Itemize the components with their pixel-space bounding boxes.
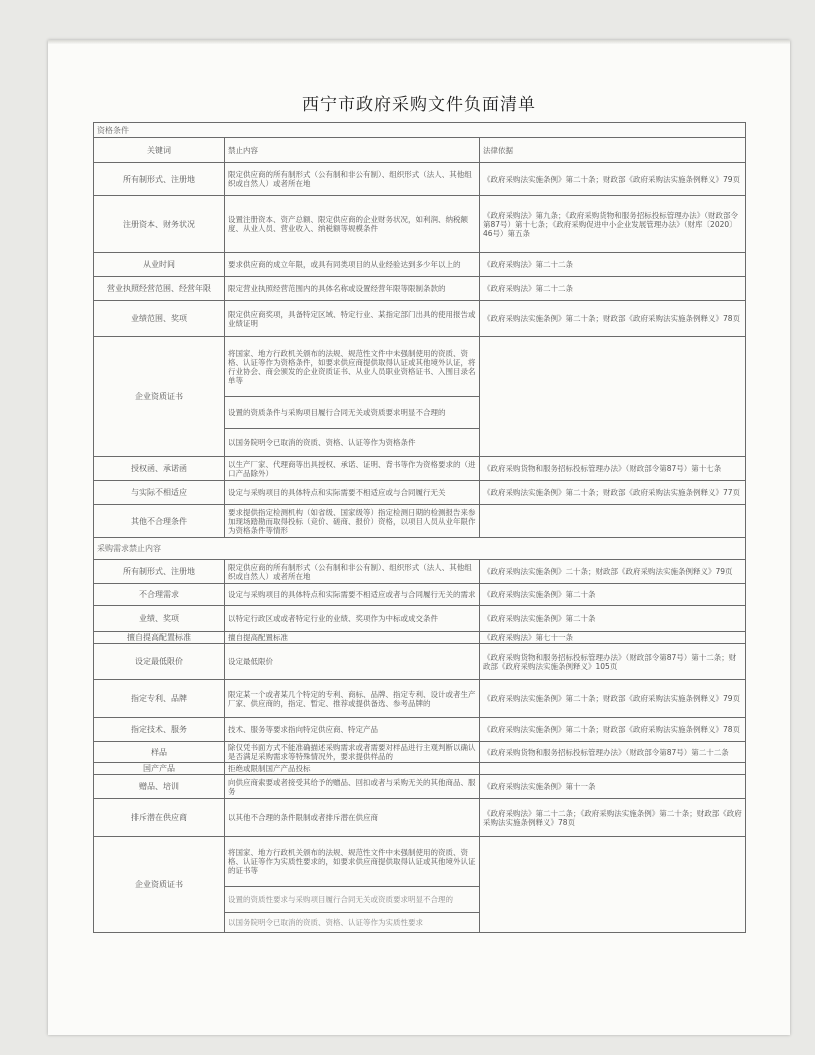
table-row xyxy=(94,457,746,481)
row-keyword: 样品 xyxy=(94,742,225,763)
row-content: 限定营业执照经营范围内的具体名称或设置经营年限等限制条款的 xyxy=(225,277,480,301)
row-law: 《政府采购法》第二十二条 xyxy=(480,253,746,277)
row-law: 《政府采购法实施条例》第二十条 xyxy=(480,606,746,632)
row-keyword: 业绩范围、奖项 xyxy=(94,301,225,337)
row-law xyxy=(480,337,746,457)
scanned-page xyxy=(48,40,790,1035)
row-law: 《政府采购法》第二十二条；《政府采购法实施条例》第二十条；财政部《政府采购法实施条例释义》78页 xyxy=(480,799,746,837)
row-law: 《政府采购法实施条例》第二十条；财政部《政府采购法实施条例释义》78页 xyxy=(480,718,746,742)
row-keyword: 业绩、奖项 xyxy=(94,606,225,632)
row-content: 设置注册资本、资产总额、限定供应商的企业财务状况，如利润、纳税额度、从业人员、营业收入、纳税额等规模条件 xyxy=(225,196,480,253)
row-content: 设定与采购项目的具体特点和实际需要不相适应或与合同履行无关 xyxy=(225,481,480,505)
table-row xyxy=(94,196,746,253)
negative-list-table xyxy=(93,122,746,933)
row-keyword: 擅自提高配置标准 xyxy=(94,632,225,644)
row-keyword: 从业时间 xyxy=(94,253,225,277)
row-keyword: 指定专利、品牌 xyxy=(94,680,225,718)
page-crease xyxy=(48,40,790,44)
row-content: 以国务院明令已取消的资质、资格、认证等作为资格条件 xyxy=(225,429,480,457)
row-content: 限定供应商奖项，具备特定区域、特定行业、某指定部门出具的使用报告或业绩证明 xyxy=(225,301,480,337)
row-law xyxy=(480,505,746,538)
row-content: 限定供应商的所有制形式（公有制和非公有制）、组织形式（法人、其他组织或自然人）或者所在地 xyxy=(225,163,480,196)
table-row xyxy=(94,277,746,301)
row-keyword: 设定最低限价 xyxy=(94,644,225,680)
row-law: 《政府采购法实施条例》第二十条 xyxy=(480,584,746,606)
table-row xyxy=(94,644,746,680)
row-keyword: 所有制形式、注册地 xyxy=(94,560,225,584)
row-law: 《政府采购法实施条例》第二十条；财政部《政府采购法实施条例释义》79页 xyxy=(480,163,746,196)
table-row xyxy=(94,163,746,196)
row-content: 限定供应商的所有制形式（公有制和非公有制）、组织形式（法人、其他组织或自然人）或者所在地 xyxy=(225,560,480,584)
row-keyword: 企业资质证书 xyxy=(94,337,225,457)
section-header xyxy=(94,538,746,560)
row-content: 技术、服务等要求指向特定供应商、特定产品 xyxy=(225,718,480,742)
section-title: 资格条件 xyxy=(94,123,746,138)
row-content: 以生产厂家、代理商等出具授权、承诺、证明、背书等作为资格要求的（进口产品除外） xyxy=(225,457,480,481)
row-keyword: 注册资本、财务状况 xyxy=(94,196,225,253)
table-row xyxy=(94,301,746,337)
row-content: 以国务院明令已取消的资质、资格、认证等作为实质性要求 xyxy=(225,913,480,933)
row-content: 设定与采购项目的具体特点和实际需要不相适应或者与合同履行无关的需求 xyxy=(225,584,480,606)
row-keyword: 不合理需求 xyxy=(94,584,225,606)
section-title: 采购需求禁止内容 xyxy=(94,538,746,560)
row-content: 向供应商索要或者接受其给予的赠品、回扣或者与采购无关的其他商品、服务 xyxy=(225,775,480,799)
table-row xyxy=(94,253,746,277)
table-row xyxy=(94,763,746,775)
row-content: 将国家、地方行政机关颁布的法规、规范性文件中未强制使用的资质、资格、认证等作为实质性要求的，如要求供应商提供取得认证或其他境外认证的证书等 xyxy=(225,837,480,887)
row-law: 《政府采购法实施条例》第二十条；财政部《政府采购法实施条例释义》78页 xyxy=(480,301,746,337)
row-content: 除仅凭书面方式不能准确描述采购需求或者需要对样品进行主观判断以确认是否满足采购需求等特殊情况外，要求提供样品的 xyxy=(225,742,480,763)
row-law: 《政府采购法实施条例》第十一条 xyxy=(480,775,746,799)
row-keyword: 授权函、承诺函 xyxy=(94,457,225,481)
row-law: 《政府采购法实施条例》第二十条；财政部《政府采购法实施条例释义》79页 xyxy=(480,680,746,718)
row-law: 《政府采购货物和服务招标投标管理办法》（财政部令第87号）第十二条；财政部《政府采购法实施条例释义》105页 xyxy=(480,644,746,680)
row-law xyxy=(480,837,746,933)
row-content: 以其他不合理的条件限制或者排斥潜在供应商 xyxy=(225,799,480,837)
table-row xyxy=(94,606,746,632)
header-keyword: 关键词 xyxy=(94,138,225,163)
row-keyword: 国产产品 xyxy=(94,763,225,775)
table-row xyxy=(94,799,746,837)
row-content: 以特定行政区或或者特定行业的业绩、奖项作为中标或成交条件 xyxy=(225,606,480,632)
row-law: 《政府采购货物和服务招标投标管理办法》（财政部令第87号）第二十二条 xyxy=(480,742,746,763)
table-row xyxy=(94,718,746,742)
table-row xyxy=(94,632,746,644)
header-content: 禁止内容 xyxy=(225,138,480,163)
row-law: 《政府采购法实施条例》第二十条；财政部《政府采购法实施条例释义》77页 xyxy=(480,481,746,505)
row-keyword: 营业执照经营范围、经营年限 xyxy=(94,277,225,301)
table-row xyxy=(94,680,746,718)
table-row xyxy=(94,505,746,538)
row-law: 《政府采购法》第二十二条 xyxy=(480,277,746,301)
row-content: 限定某一个或者某几个特定的专利、商标、品牌、指定专利、设计或者生产厂家、供应商的，指定、暂定、推荐或提供备选、参考品牌的 xyxy=(225,680,480,718)
row-content: 要求提供指定检测机构（如省级、国家级等）指定检测日期的检测报告来参加现场踏勘而取得投标（竞价、磋商、报价）资格，以项目人员从业年限作为资格条件等情形 xyxy=(225,505,480,538)
row-content: 设置的资质条件与采购项目履行合同无关或资质要求明显不合理的 xyxy=(225,397,480,429)
row-keyword: 与实际不相适应 xyxy=(94,481,225,505)
document-title: 西宁市政府采购文件负面清单 xyxy=(302,95,536,115)
table-row xyxy=(94,337,746,397)
row-content: 设定最低限价 xyxy=(225,644,480,680)
row-content: 要求供应商的成立年限，或具有同类项目的从业经验达到多少年以上的 xyxy=(225,253,480,277)
table-row xyxy=(94,560,746,584)
row-keyword: 指定技术、服务 xyxy=(94,718,225,742)
table-row xyxy=(94,742,746,763)
row-keyword: 所有制形式、注册地 xyxy=(94,163,225,196)
row-keyword: 企业资质证书 xyxy=(94,837,225,933)
section-header xyxy=(94,123,746,138)
column-header-row xyxy=(94,138,746,163)
row-content: 擅自提高配置标准 xyxy=(225,632,480,644)
row-law xyxy=(480,763,746,775)
table-row xyxy=(94,481,746,505)
row-content: 设置的资质性要求与采购项目履行合同无关或资质要求明显不合理的 xyxy=(225,887,480,913)
header-law: 法律依据 xyxy=(480,138,746,163)
row-keyword: 其他不合理条件 xyxy=(94,505,225,538)
row-content: 拒绝或限制国产产品投标 xyxy=(225,763,480,775)
table-row xyxy=(94,775,746,799)
row-law: 《政府采购货物和服务招标投标管理办法》（财政部令第87号）第十七条 xyxy=(480,457,746,481)
row-keyword: 赠品、培训 xyxy=(94,775,225,799)
row-law: 《政府采购法》第九条；《政府采购货物和服务招标投标管理办法》（财政部令第87号）第十七条；《政府采购促进中小企业发展管理办法》（财库〔2020〕46号）第五条 xyxy=(480,196,746,253)
row-law: 《政府采购法》第七十一条 xyxy=(480,632,746,644)
table-row xyxy=(94,584,746,606)
row-content: 将国家、地方行政机关颁布的法规、规范性文件中未强制使用的资质、资格、认证等作为资格条件，如要求供应商提供取得认证或其他境外认证，将行业协会、商会颁发的企业资质证书、从业人员职业资格证书、入围目录名单等 xyxy=(225,337,480,397)
table-row xyxy=(94,837,746,887)
row-law: 《政府采购法实施条例》二十条；财政部《政府采购法实施条例释义》79页 xyxy=(480,560,746,584)
row-keyword: 排斥潜在供应商 xyxy=(94,799,225,837)
